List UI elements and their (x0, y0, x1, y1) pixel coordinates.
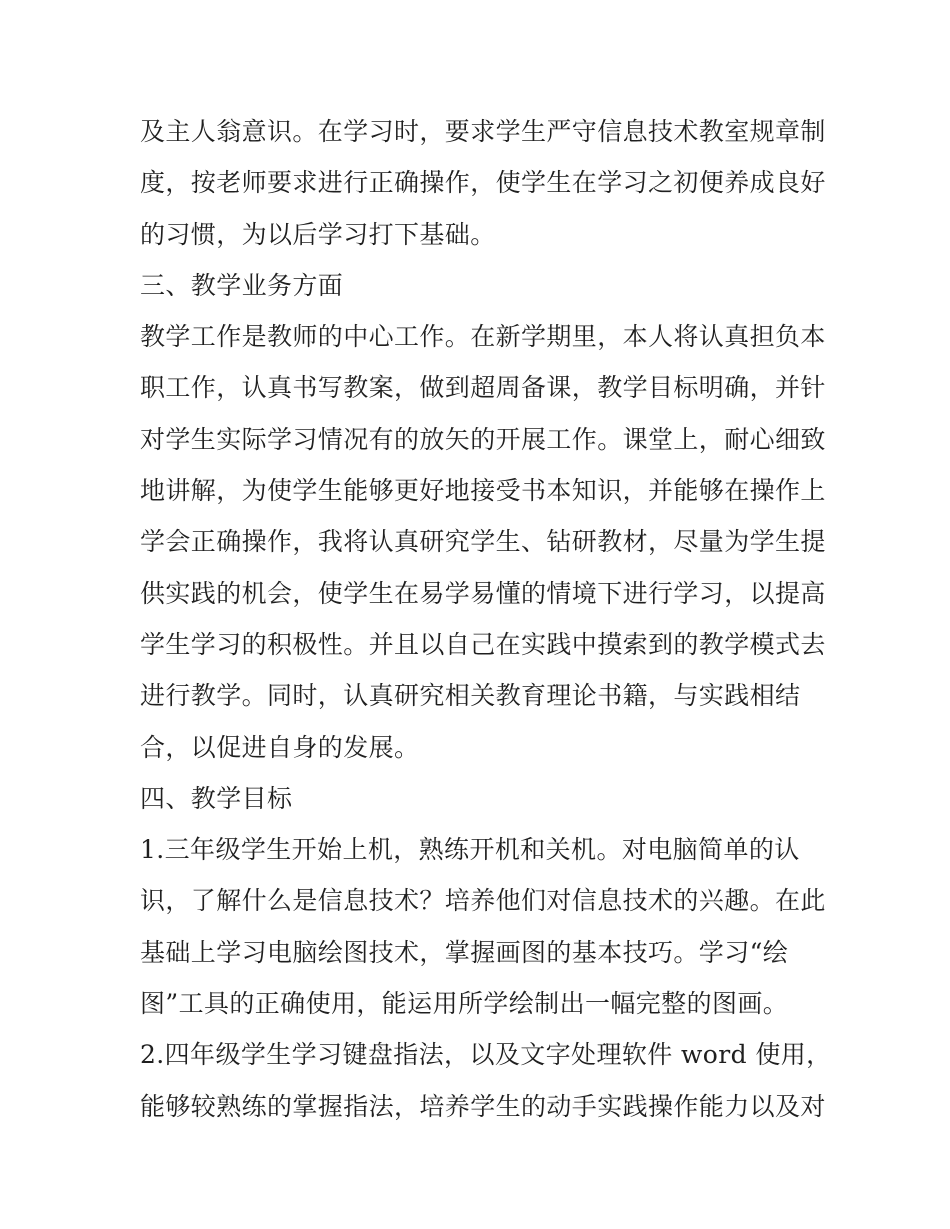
text-line: 合，以促进自身的发展。 (140, 732, 420, 762)
text-line: 地讲解，为使学生能够更好地接受书本知识，并能够在操作上 (140, 476, 826, 506)
section-heading: 三、教学业务方面 (140, 270, 344, 300)
text-line: 识，了解什么是信息技术？培养他们对信息技术的兴趣。在此 (140, 886, 826, 916)
text-line: 基础上学习电脑绘图技术，掌握画图的基本技巧。学习“绘 (140, 937, 789, 967)
text-line: 能够较熟练的掌握指法，培养学生的动手实践操作能力以及对 (140, 1091, 826, 1121)
text-line: 进行教学。同时，认真研究相关教育理论书籍，与实践相结 (140, 681, 801, 711)
text-line: 教学工作是教师的中心工作。在新学期里，本人将认真担负本 (140, 322, 826, 352)
text-line: 2.四年级学生学习键盘指法，以及文字处理软件 word 使用， (140, 1040, 832, 1070)
text-line: 图”工具的正确使用，能运用所学绘制出一幅完整的图画。 (140, 989, 789, 1019)
text-line: 学会正确操作，我将认真研究学生、钻研教材，尽量为学生提 (140, 527, 826, 557)
text-line: 供实践的机会，使学生在易学易懂的情境下进行学习，以提高 (140, 578, 826, 608)
text-line: 1.三年级学生开始上机，熟练开机和关机。对电脑简单的认 (140, 835, 800, 865)
text-line: 的习惯，为以后学习打下基础。 (140, 219, 496, 249)
text-line: 及主人翁意识。在学习时，要求学生严守信息技术教室规章制 (140, 117, 826, 146)
text-line: 学生学习的积极性。并且以自己在实践中摸索到的教学模式去 (140, 629, 826, 659)
section-heading: 四、教学目标 (140, 783, 293, 813)
body-text (140, 106, 832, 1132)
text-line: 度，按老师要求进行正确操作，使学生在学习之初便养成良好 (140, 168, 826, 198)
text-line: 对学生实际学习情况有的放矢的开展工作。课堂上，耐心细致 (140, 424, 826, 454)
text-line: 职工作，认真书写教案，做到超周备课，教学目标明确，并针 (140, 373, 826, 403)
